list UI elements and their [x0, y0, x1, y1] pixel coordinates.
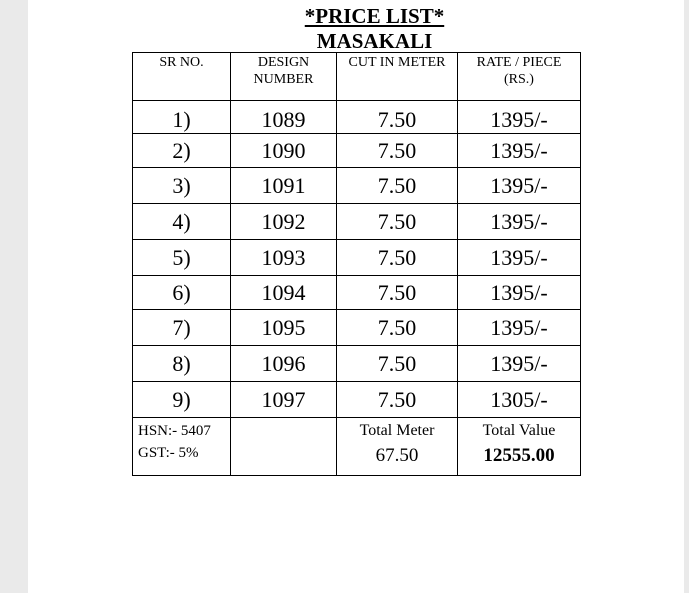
table-row: [133, 276, 581, 310]
price-table: [132, 52, 581, 476]
sr-cell: 8): [133, 346, 231, 382]
sr-cell: 5): [133, 240, 231, 276]
sr-cell: 7): [133, 310, 231, 346]
rate-cell: 1395/-: [458, 101, 581, 134]
header-design-number: DESIGN NUMBER: [231, 53, 337, 101]
cut-cell: 7.50: [337, 346, 458, 382]
tax-info-cell: [133, 418, 231, 476]
header-rate-per-piece: RATE / PIECE (RS.): [458, 53, 581, 101]
total-value-amount: 12555.00: [483, 445, 555, 466]
cut-cell: 7.50: [337, 240, 458, 276]
table-row: [133, 382, 581, 418]
page-subtitle: MASAKALI: [316, 29, 433, 53]
rate-cell: 1395/-: [458, 204, 581, 240]
empty-cell: [231, 418, 337, 476]
table-row: [133, 240, 581, 276]
rate-cell: 1305/-: [458, 382, 581, 418]
rate-cell: 1395/-: [458, 134, 581, 168]
header-cut-in-meter: CUT IN METER: [337, 53, 458, 101]
rate-cell: 1395/-: [458, 276, 581, 310]
total-meter-cell: [337, 418, 458, 476]
cut-cell: 7.50: [337, 382, 458, 418]
design-cell: 1090: [231, 134, 337, 168]
sr-cell: 1): [133, 101, 231, 134]
cut-cell: 7.50: [337, 168, 458, 204]
table-row: [133, 204, 581, 240]
sr-cell: 2): [133, 134, 231, 168]
design-cell: 1091: [231, 168, 337, 204]
cut-cell: 7.50: [337, 276, 458, 310]
rate-cell: 1395/-: [458, 310, 581, 346]
header-sr-no: SR NO.: [133, 53, 231, 101]
total-value-label: Total Value: [482, 422, 556, 439]
sr-cell: 4): [133, 204, 231, 240]
table-footer-row: [133, 418, 581, 476]
total-value-cell: [458, 418, 581, 476]
gst-rate: GST:- 5%: [138, 445, 199, 461]
design-cell: 1096: [231, 346, 337, 382]
table-header-row: [133, 53, 581, 101]
hsn-code: HSN:- 5407: [138, 423, 211, 439]
design-cell: 1089: [231, 101, 337, 134]
rate-cell: 1395/-: [458, 168, 581, 204]
rate-cell: 1395/-: [458, 240, 581, 276]
page-title: *PRICE LIST*: [304, 4, 445, 28]
cut-cell: 7.50: [337, 204, 458, 240]
cut-cell: 7.50: [337, 310, 458, 346]
rate-cell: 1395/-: [458, 346, 581, 382]
table-row: [133, 168, 581, 204]
design-cell: 1094: [231, 276, 337, 310]
table-row: [133, 134, 581, 168]
total-meter-value: 67.50: [375, 445, 419, 466]
design-cell: 1095: [231, 310, 337, 346]
design-cell: 1097: [231, 382, 337, 418]
sr-cell: 6): [133, 276, 231, 310]
sr-cell: 9): [133, 382, 231, 418]
table-row: [133, 310, 581, 346]
total-meter-label: Total Meter: [359, 422, 435, 439]
design-cell: 1093: [231, 240, 337, 276]
design-cell: 1092: [231, 204, 337, 240]
sr-cell: 3): [133, 168, 231, 204]
table-row: [133, 101, 581, 134]
cut-cell: 7.50: [337, 101, 458, 134]
cut-cell: 7.50: [337, 134, 458, 168]
table-row: [133, 346, 581, 382]
